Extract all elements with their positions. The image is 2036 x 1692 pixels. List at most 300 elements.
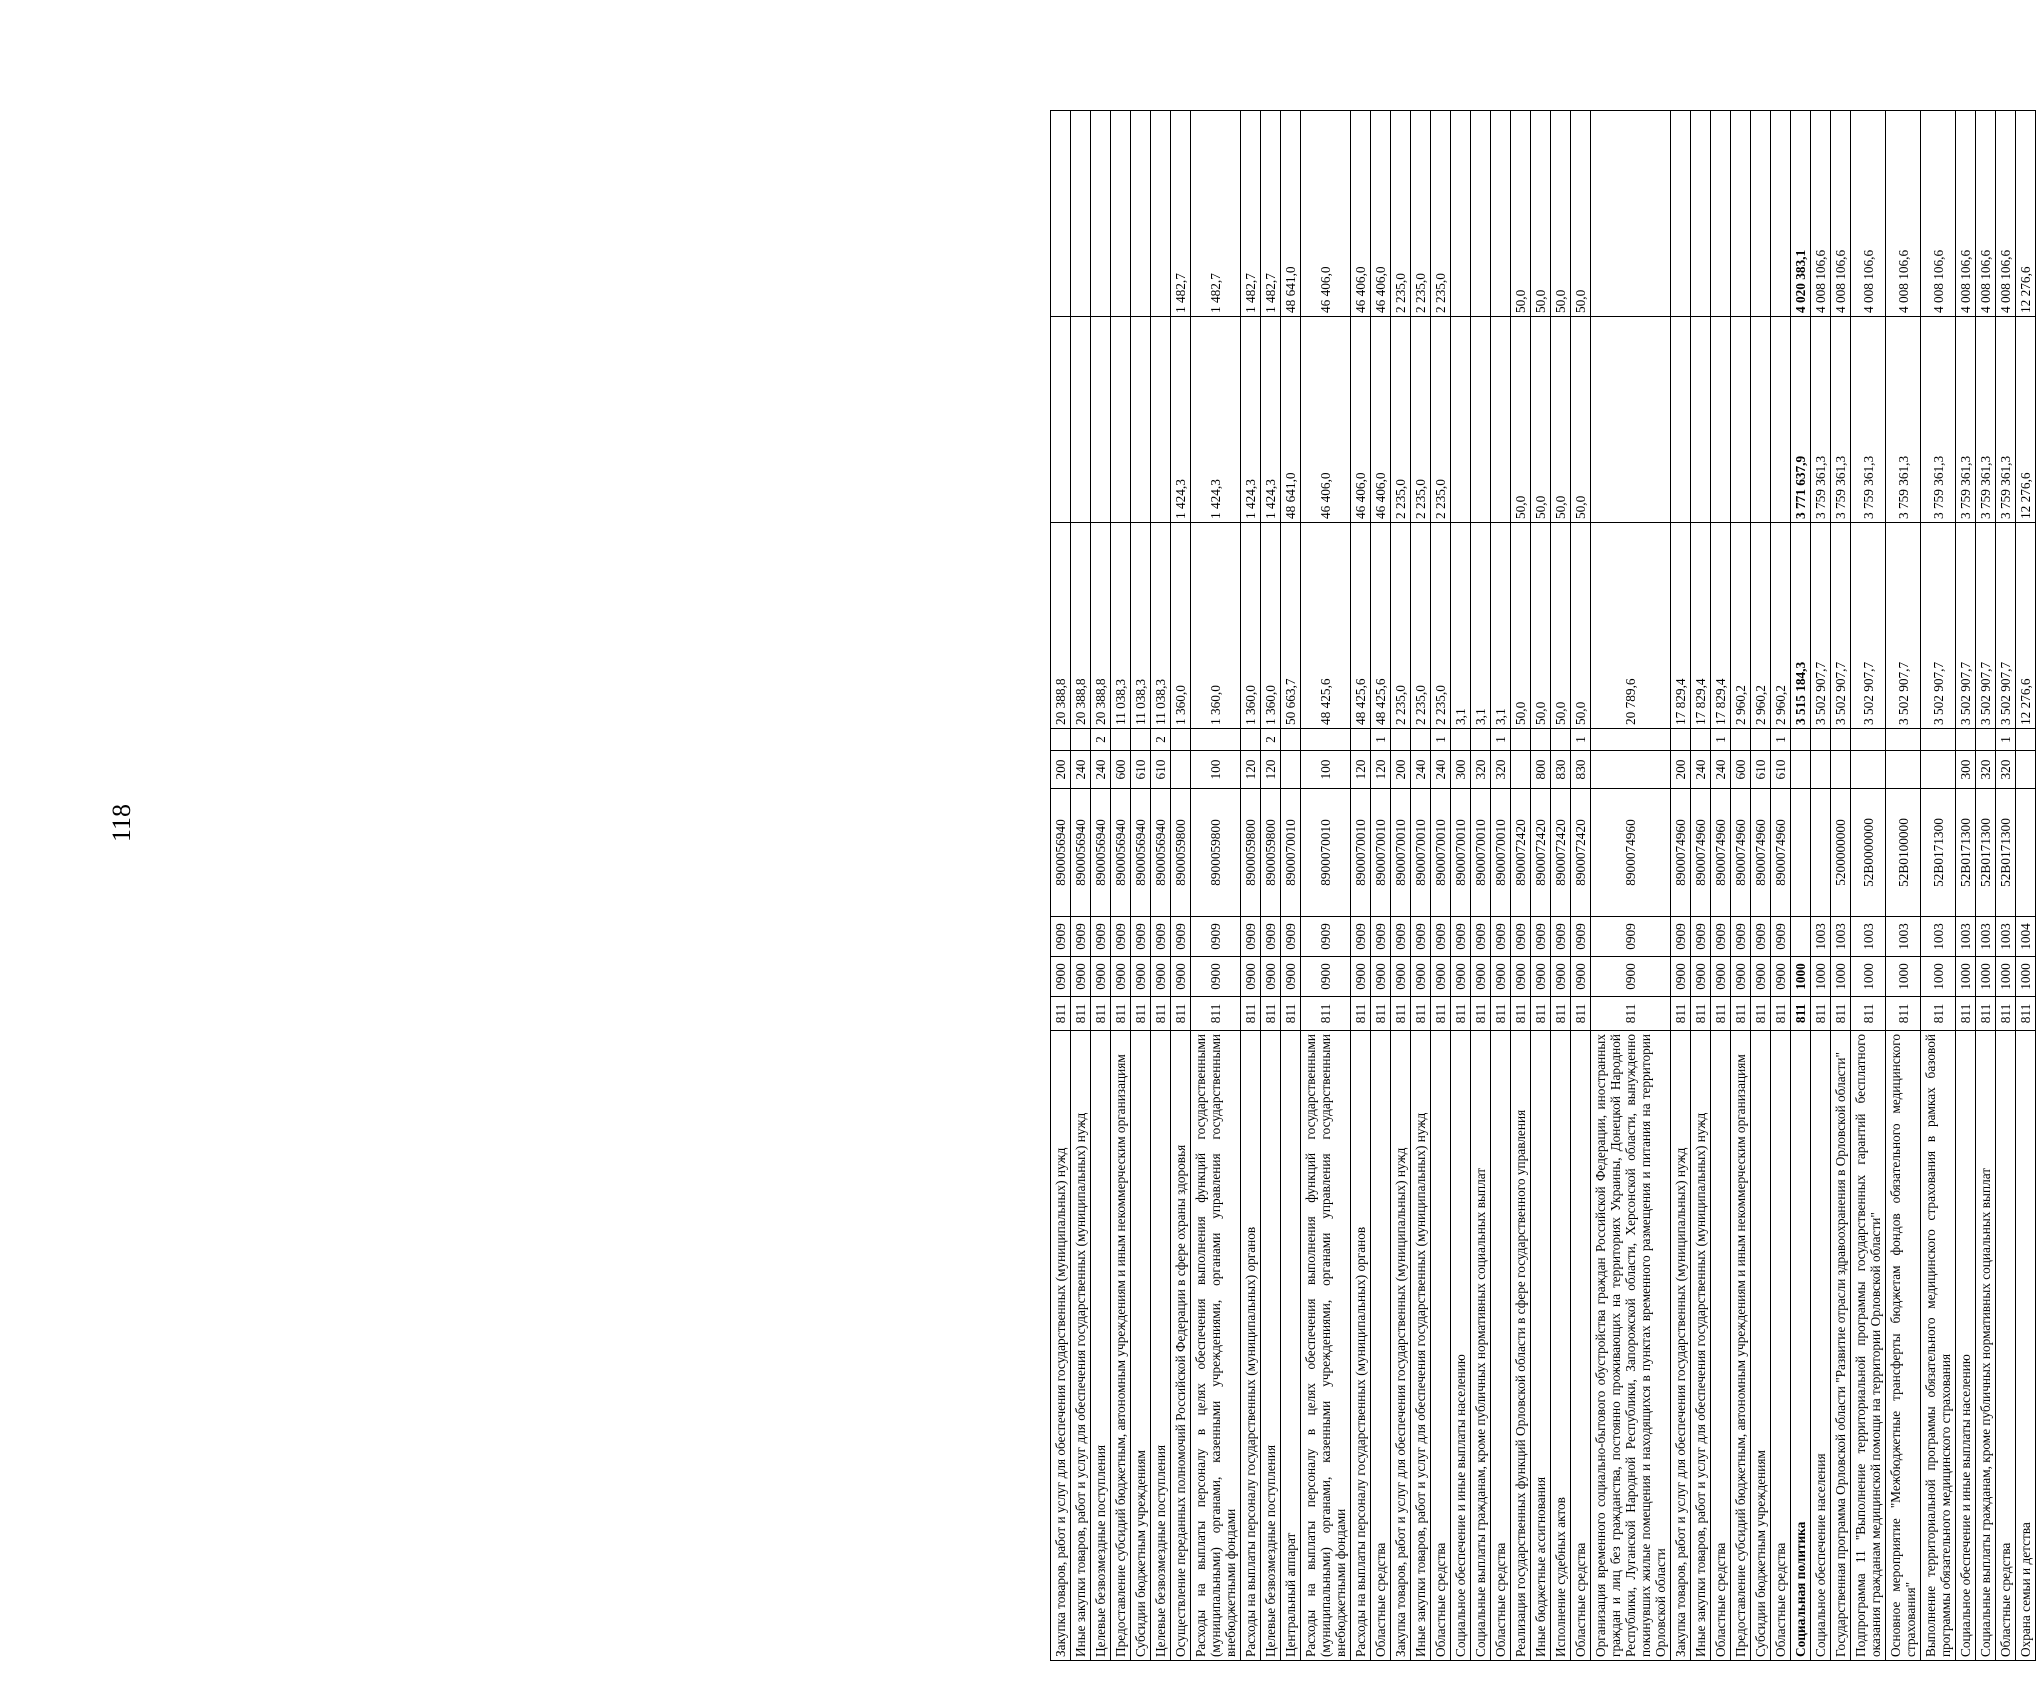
expense-type-cell: 200 <box>1391 751 1411 789</box>
target-article-cell: 52В0171300 <box>1956 789 1976 917</box>
row-name-cell: Выполнение территориальной программы обязательного медицинского страхования в рамках базовой программы обязательного медицинского страхования <box>1921 1031 1956 1661</box>
table-row <box>1921 111 1956 1661</box>
ved-code-cell: 811 <box>1731 997 1751 1031</box>
table-row <box>1551 111 1571 1661</box>
funding-source-cell: 2 <box>1091 729 1111 751</box>
row-name-cell: Областные средства <box>1491 1031 1511 1661</box>
target-article-cell: 52В0171300 <box>1996 789 2016 917</box>
table-row <box>1471 111 1491 1661</box>
table-row <box>1131 111 1151 1661</box>
row-name-cell: Областные средства <box>1431 1031 1451 1661</box>
target-article-cell: 8900070010 <box>1491 789 1511 917</box>
ved-code-cell: 811 <box>1471 997 1491 1031</box>
funding-source-cell <box>1511 729 1531 751</box>
amount-year2-cell: 3 759 361,3 <box>1996 317 2016 523</box>
row-name-cell: Социальное обеспечение и иные выплаты населению <box>1956 1031 1976 1661</box>
expense-type-cell: 240 <box>1711 751 1731 789</box>
funding-source-cell: 1 <box>1711 729 1731 751</box>
amount-year3-cell: 1 482,7 <box>1241 111 1261 317</box>
section-code-cell: 0900 <box>1711 957 1731 997</box>
row-name-cell: Социальное обеспечение и иные выплаты населению <box>1451 1031 1471 1661</box>
subsection-code-cell: 1003 <box>1851 917 1886 957</box>
amount-year2-cell: 1 424,3 <box>1261 317 1281 523</box>
table-row <box>1771 111 1791 1661</box>
target-article-cell <box>1791 789 1811 917</box>
amount-year3-cell <box>1131 111 1151 317</box>
expense-type-cell: 200 <box>1051 751 1071 789</box>
row-name-cell: Целевые безвозмездные поступления <box>1151 1031 1171 1661</box>
table-row <box>1996 111 2016 1661</box>
ved-code-cell: 811 <box>1511 997 1531 1031</box>
table-row <box>1371 111 1391 1661</box>
amount-year1-cell: 17 829,4 <box>1711 523 1731 729</box>
target-article-cell: 8900074960 <box>1731 789 1751 917</box>
amount-year1-cell: 3 502 907,7 <box>1996 523 2016 729</box>
row-name-cell: Охрана семьи и детства <box>2016 1031 2036 1661</box>
subsection-code-cell: 0909 <box>1051 917 1071 957</box>
budget-table <box>1050 110 2036 1661</box>
expense-type-cell: 100 <box>1301 751 1351 789</box>
amount-year1-cell: 11 038,3 <box>1131 523 1151 729</box>
expense-type-cell: 600 <box>1111 751 1131 789</box>
amount-year1-cell: 2 960,2 <box>1771 523 1791 729</box>
section-code-cell: 0900 <box>1281 957 1301 997</box>
amount-year1-cell: 48 425,6 <box>1351 523 1371 729</box>
ved-code-cell: 811 <box>1751 997 1771 1031</box>
amount-year2-cell: 46 406,0 <box>1371 317 1391 523</box>
amount-year3-cell: 2 235,0 <box>1411 111 1431 317</box>
row-name-cell: Иные закупки товаров, работ и услуг для обеспечения государственных (муниципальных) нужд <box>1411 1031 1431 1661</box>
section-code-cell: 0900 <box>1511 957 1531 997</box>
ved-code-cell: 811 <box>1111 997 1131 1031</box>
amount-year1-cell: 2 235,0 <box>1411 523 1431 729</box>
row-name-cell: Социальное обеспечение населения <box>1811 1031 1831 1661</box>
budget-sheet <box>1050 111 2033 1661</box>
subsection-code-cell: 0909 <box>1371 917 1391 957</box>
funding-source-cell: 1 <box>1371 729 1391 751</box>
table-row <box>1411 111 1431 1661</box>
subsection-code-cell <box>1791 917 1811 957</box>
ved-code-cell: 811 <box>1551 997 1571 1031</box>
expense-type-cell <box>2016 751 2036 789</box>
funding-source-cell <box>1131 729 1151 751</box>
subsection-code-cell: 0909 <box>1571 917 1591 957</box>
ved-code-cell: 811 <box>1851 997 1886 1031</box>
funding-source-cell <box>1301 729 1351 751</box>
funding-source-cell <box>1976 729 1996 751</box>
row-name-cell: Осуществление переданных полномочий Российской Федерации в сфере охраны здоровья <box>1171 1031 1191 1661</box>
row-name-cell: Целевые безвозмездные поступления <box>1261 1031 1281 1661</box>
expense-type-cell <box>1511 751 1531 789</box>
row-name-cell: Расходы на выплаты персоналу государственных (муниципальных) органов <box>1351 1031 1371 1661</box>
funding-source-cell <box>1411 729 1431 751</box>
expense-type-cell: 610 <box>1751 751 1771 789</box>
budget-table-body <box>1051 111 2036 1661</box>
expense-type-cell: 240 <box>1071 751 1091 789</box>
amount-year1-cell: 1 360,0 <box>1171 523 1191 729</box>
funding-source-cell: 1 <box>1771 729 1791 751</box>
expense-type-cell: 830 <box>1551 751 1571 789</box>
amount-year1-cell: 3 502 907,7 <box>1921 523 1956 729</box>
amount-year2-cell <box>1591 317 1671 523</box>
table-row <box>1301 111 1351 1661</box>
expense-type-cell: 610 <box>1771 751 1791 789</box>
amount-year3-cell <box>1691 111 1711 317</box>
subsection-code-cell: 0909 <box>1591 917 1671 957</box>
target-article-cell: 8900072420 <box>1531 789 1551 917</box>
amount-year1-cell: 3,1 <box>1471 523 1491 729</box>
expense-type-cell: 120 <box>1351 751 1371 789</box>
subsection-code-cell: 0909 <box>1491 917 1511 957</box>
section-code-cell: 0900 <box>1731 957 1751 997</box>
target-article-cell: 8900056940 <box>1091 789 1111 917</box>
funding-source-cell <box>1241 729 1261 751</box>
amount-year3-cell <box>1451 111 1471 317</box>
subsection-code-cell: 1003 <box>1886 917 1921 957</box>
funding-source-cell <box>2016 729 2036 751</box>
amount-year2-cell <box>1111 317 1131 523</box>
table-row <box>1571 111 1591 1661</box>
amount-year2-cell: 50,0 <box>1571 317 1591 523</box>
section-code-cell: 0900 <box>1151 957 1171 997</box>
subsection-code-cell: 0909 <box>1451 917 1471 957</box>
target-article-cell: 8900056940 <box>1071 789 1091 917</box>
target-article-cell: 8900072420 <box>1571 789 1591 917</box>
subsection-code-cell: 0909 <box>1241 917 1261 957</box>
section-code-cell: 1000 <box>1811 957 1831 997</box>
amount-year3-cell: 4 008 106,6 <box>1921 111 1956 317</box>
funding-source-cell <box>1591 729 1671 751</box>
table-row <box>1151 111 1171 1661</box>
amount-year2-cell: 46 406,0 <box>1351 317 1371 523</box>
amount-year2-cell: 2 235,0 <box>1431 317 1451 523</box>
table-row <box>2016 111 2036 1661</box>
amount-year1-cell: 1 360,0 <box>1191 523 1241 729</box>
row-name-cell: Областные средства <box>1711 1031 1731 1661</box>
table-row <box>1711 111 1731 1661</box>
amount-year2-cell <box>1751 317 1771 523</box>
amount-year1-cell: 20 388,8 <box>1091 523 1111 729</box>
row-name-cell: Расходы на выплаты персоналу в целях обеспечения выполнения функций государственными (муниципальными) органами, казенными учреждениями, органами управления государственными внебюджетными фондами <box>1301 1031 1351 1661</box>
section-code-cell: 0900 <box>1451 957 1471 997</box>
funding-source-cell: 2 <box>1261 729 1281 751</box>
section-code-cell: 0900 <box>1391 957 1411 997</box>
amount-year2-cell <box>1771 317 1791 523</box>
section-code-cell: 0900 <box>1071 957 1091 997</box>
expense-type-cell: 320 <box>1491 751 1511 789</box>
expense-type-cell: 830 <box>1571 751 1591 789</box>
subsection-code-cell: 0909 <box>1391 917 1411 957</box>
target-article-cell: 8900070010 <box>1451 789 1471 917</box>
amount-year3-cell: 4 008 106,6 <box>1851 111 1886 317</box>
subsection-code-cell: 0909 <box>1751 917 1771 957</box>
amount-year3-cell <box>1151 111 1171 317</box>
ved-code-cell: 811 <box>1711 997 1731 1031</box>
table-row <box>1071 111 1091 1661</box>
row-name-cell: Предоставление субсидий бюджетным, автономным учреждениям и иным некоммерческим организациям <box>1731 1031 1751 1661</box>
section-code-cell: 0900 <box>1371 957 1391 997</box>
amount-year1-cell: 17 829,4 <box>1691 523 1711 729</box>
amount-year3-cell <box>1471 111 1491 317</box>
amount-year2-cell <box>1491 317 1511 523</box>
amount-year3-cell: 50,0 <box>1571 111 1591 317</box>
section-code-cell: 0900 <box>1111 957 1131 997</box>
ved-code-cell: 811 <box>1391 997 1411 1031</box>
ved-code-cell: 811 <box>1261 997 1281 1031</box>
amount-year1-cell: 3 515 184,3 <box>1791 523 1811 729</box>
amount-year3-cell: 50,0 <box>1531 111 1551 317</box>
subsection-code-cell: 0909 <box>1551 917 1571 957</box>
amount-year2-cell: 1 424,3 <box>1241 317 1261 523</box>
amount-year3-cell <box>1091 111 1111 317</box>
amount-year1-cell: 50,0 <box>1551 523 1571 729</box>
row-name-cell: Центральный аппарат <box>1281 1031 1301 1661</box>
subsection-code-cell: 0909 <box>1091 917 1111 957</box>
table-row <box>1171 111 1191 1661</box>
subsection-code-cell: 0909 <box>1691 917 1711 957</box>
funding-source-cell: 1 <box>1571 729 1591 751</box>
table-row <box>1191 111 1241 1661</box>
row-name-cell: Субсидии бюджетным учреждениям <box>1131 1031 1151 1661</box>
target-article-cell: 8900072420 <box>1551 789 1571 917</box>
ved-code-cell: 811 <box>1921 997 1956 1031</box>
amount-year1-cell: 3 502 907,7 <box>1831 523 1851 729</box>
amount-year3-cell <box>1671 111 1691 317</box>
amount-year1-cell: 3 502 907,7 <box>1886 523 1921 729</box>
ved-code-cell: 811 <box>1451 997 1471 1031</box>
row-name-cell: Областные средства <box>1371 1031 1391 1661</box>
ved-code-cell: 811 <box>1351 997 1371 1031</box>
section-code-cell: 0900 <box>1051 957 1071 997</box>
amount-year2-cell <box>1091 317 1111 523</box>
table-row <box>1281 111 1301 1661</box>
subsection-code-cell: 0909 <box>1131 917 1151 957</box>
amount-year3-cell <box>1071 111 1091 317</box>
table-row <box>1851 111 1886 1661</box>
amount-year3-cell: 48 641,0 <box>1281 111 1301 317</box>
amount-year2-cell <box>1711 317 1731 523</box>
ved-code-cell: 811 <box>1591 997 1671 1031</box>
target-article-cell: 8900056940 <box>1131 789 1151 917</box>
row-name-cell: Государственная программа Орловской области "Развитие отрасли здравоохранения в Орловской области" <box>1831 1031 1851 1661</box>
ved-code-cell: 811 <box>1956 997 1976 1031</box>
amount-year3-cell <box>1591 111 1671 317</box>
expense-type-cell: 300 <box>1956 751 1976 789</box>
amount-year1-cell: 11 038,3 <box>1151 523 1171 729</box>
amount-year1-cell: 20 388,8 <box>1071 523 1091 729</box>
expense-type-cell: 610 <box>1131 751 1151 789</box>
amount-year2-cell <box>1131 317 1151 523</box>
section-code-cell: 0900 <box>1241 957 1261 997</box>
section-code-cell: 0900 <box>1551 957 1571 997</box>
row-name-cell: Социальные выплаты гражданам, кроме публичных нормативных социальных выплат <box>1976 1031 1996 1661</box>
expense-type-cell: 800 <box>1531 751 1551 789</box>
row-name-cell: Организация временного социально-бытового обустройства граждан Российской Федерации, иностранных граждан и лиц без гражданства, постоянно проживающих на территориях Украины, Донецкой Народной Республики, Луганской Народной Республики, Запорожской области, Херсонской области, вынужденно покинувших жилые помещения и находящихся в пунктах временного размещения и питания на территории Орловской области <box>1591 1031 1671 1661</box>
funding-source-cell <box>1351 729 1371 751</box>
section-code-cell: 0900 <box>1471 957 1491 997</box>
expense-type-cell: 320 <box>1996 751 2016 789</box>
ved-code-cell: 811 <box>1671 997 1691 1031</box>
amount-year2-cell: 1 424,3 <box>1191 317 1241 523</box>
funding-source-cell <box>1811 729 1831 751</box>
section-code-cell: 0900 <box>1591 957 1671 997</box>
target-article-cell: 8900072420 <box>1511 789 1531 917</box>
section-code-cell: 0900 <box>1191 957 1241 997</box>
target-article-cell: 8900070010 <box>1431 789 1451 917</box>
ved-code-cell: 811 <box>1191 997 1241 1031</box>
funding-source-cell <box>1791 729 1811 751</box>
funding-source-cell: 1 <box>1491 729 1511 751</box>
amount-year3-cell: 46 406,0 <box>1301 111 1351 317</box>
subsection-code-cell: 0909 <box>1301 917 1351 957</box>
expense-type-cell <box>1831 751 1851 789</box>
expense-type-cell <box>1791 751 1811 789</box>
expense-type-cell: 610 <box>1151 751 1171 789</box>
target-article-cell: 8900070010 <box>1391 789 1411 917</box>
amount-year3-cell: 46 406,0 <box>1371 111 1391 317</box>
amount-year2-cell: 50,0 <box>1551 317 1571 523</box>
target-article-cell: 8900074960 <box>1691 789 1711 917</box>
funding-source-cell <box>1471 729 1491 751</box>
row-name-cell: Иные бюджетные ассигнования <box>1531 1031 1551 1661</box>
amount-year1-cell: 12 276,6 <box>2016 523 2036 729</box>
funding-source-cell <box>1451 729 1471 751</box>
expense-type-cell: 240 <box>1091 751 1111 789</box>
amount-year1-cell: 11 038,3 <box>1111 523 1131 729</box>
funding-source-cell: 1 <box>1431 729 1451 751</box>
amount-year2-cell: 48 641,0 <box>1281 317 1301 523</box>
table-row <box>1751 111 1771 1661</box>
section-code-cell: 0900 <box>1531 957 1551 997</box>
ved-code-cell: 811 <box>1831 997 1851 1031</box>
row-name-cell: Областные средства <box>1996 1031 2016 1661</box>
section-code-cell: 1000 <box>1886 957 1921 997</box>
amount-year1-cell: 50,0 <box>1511 523 1531 729</box>
subsection-code-cell: 1003 <box>1921 917 1956 957</box>
funding-source-cell <box>1886 729 1921 751</box>
section-code-cell: 1000 <box>1976 957 1996 997</box>
amount-year3-cell: 4 008 106,6 <box>1831 111 1851 317</box>
subsection-code-cell: 0909 <box>1151 917 1171 957</box>
ved-code-cell: 811 <box>1431 997 1451 1031</box>
subsection-code-cell: 1003 <box>1831 917 1851 957</box>
amount-year2-cell: 2 235,0 <box>1391 317 1411 523</box>
amount-year2-cell <box>1671 317 1691 523</box>
amount-year3-cell: 1 482,7 <box>1171 111 1191 317</box>
expense-type-cell: 240 <box>1411 751 1431 789</box>
row-name-cell: Иные закупки товаров, работ и услуг для обеспечения государственных (муниципальных) нужд <box>1691 1031 1711 1661</box>
amount-year3-cell: 12 276,6 <box>2016 111 2036 317</box>
row-name-cell: Областные средства <box>1571 1031 1591 1661</box>
expense-type-cell <box>1171 751 1191 789</box>
subsection-code-cell: 0909 <box>1531 917 1551 957</box>
amount-year1-cell: 3,1 <box>1451 523 1471 729</box>
ved-code-cell: 811 <box>1996 997 2016 1031</box>
target-article-cell: 8900070010 <box>1471 789 1491 917</box>
expense-type-cell: 100 <box>1191 751 1241 789</box>
row-name-cell: Предоставление субсидий бюджетным, автономным учреждениям и иным некоммерческим организациям <box>1111 1031 1131 1661</box>
target-article-cell: 8900074960 <box>1711 789 1731 917</box>
row-name-cell: Закупка товаров, работ и услуг для обеспечения государственных (муниципальных) нужд <box>1391 1031 1411 1661</box>
amount-year1-cell: 3 502 907,7 <box>1956 523 1976 729</box>
amount-year3-cell <box>1751 111 1771 317</box>
ved-code-cell: 811 <box>1531 997 1551 1031</box>
target-article-cell: 8900074960 <box>1671 789 1691 917</box>
amount-year2-cell: 3 759 361,3 <box>1956 317 1976 523</box>
table-row <box>1976 111 1996 1661</box>
ved-code-cell: 811 <box>1151 997 1171 1031</box>
amount-year3-cell: 4 008 106,6 <box>1976 111 1996 317</box>
amount-year3-cell <box>1111 111 1131 317</box>
section-code-cell: 0900 <box>1671 957 1691 997</box>
funding-source-cell <box>1731 729 1751 751</box>
section-code-cell: 0900 <box>1771 957 1791 997</box>
row-name-cell: Иные закупки товаров, работ и услуг для обеспечения государственных (муниципальных) нужд <box>1071 1031 1091 1661</box>
amount-year2-cell: 3 771 637,9 <box>1791 317 1811 523</box>
ved-code-cell: 811 <box>1691 997 1711 1031</box>
table-row <box>1671 111 1691 1661</box>
amount-year2-cell: 3 759 361,3 <box>1851 317 1886 523</box>
subsection-code-cell: 0909 <box>1281 917 1301 957</box>
funding-source-cell: 1 <box>1996 729 2016 751</box>
amount-year3-cell <box>1731 111 1751 317</box>
page-number: 118 <box>107 803 136 843</box>
amount-year2-cell: 50,0 <box>1531 317 1551 523</box>
funding-source-cell <box>1171 729 1191 751</box>
table-row <box>1791 111 1811 1661</box>
expense-type-cell: 240 <box>1431 751 1451 789</box>
target-article-cell: 52В0171300 <box>1976 789 1996 917</box>
row-name-cell: Реализация государственных функций Орловской области в сфере государственного управления <box>1511 1031 1531 1661</box>
amount-year3-cell: 2 235,0 <box>1391 111 1411 317</box>
funding-source-cell <box>1691 729 1711 751</box>
funding-source-cell <box>1956 729 1976 751</box>
amount-year2-cell: 12 276,6 <box>2016 317 2036 523</box>
amount-year2-cell: 46 406,0 <box>1301 317 1351 523</box>
amount-year1-cell: 50,0 <box>1571 523 1591 729</box>
row-name-cell: Социальная политика <box>1791 1031 1811 1661</box>
table-row <box>1731 111 1751 1661</box>
table-row <box>1491 111 1511 1661</box>
amount-year1-cell: 2 235,0 <box>1431 523 1451 729</box>
target-article-cell: 52В0171300 <box>1921 789 1956 917</box>
ved-code-cell: 811 <box>1491 997 1511 1031</box>
amount-year2-cell <box>1051 317 1071 523</box>
target-article-cell: 8900074960 <box>1771 789 1791 917</box>
funding-source-cell <box>1391 729 1411 751</box>
table-row <box>1351 111 1371 1661</box>
subsection-code-cell: 0909 <box>1111 917 1131 957</box>
ved-code-cell: 811 <box>1281 997 1301 1031</box>
amount-year3-cell: 4 008 106,6 <box>1811 111 1831 317</box>
ved-code-cell: 811 <box>1051 997 1071 1031</box>
amount-year2-cell <box>1151 317 1171 523</box>
subsection-code-cell: 0909 <box>1671 917 1691 957</box>
subsection-code-cell: 1003 <box>1956 917 1976 957</box>
amount-year2-cell: 3 759 361,3 <box>1921 317 1956 523</box>
section-code-cell: 0900 <box>1171 957 1191 997</box>
table-row <box>1241 111 1261 1661</box>
row-name-cell: Закупка товаров, работ и услуг для обеспечения государственных (муниципальных) нужд <box>1671 1031 1691 1661</box>
amount-year2-cell: 1 424,3 <box>1171 317 1191 523</box>
section-code-cell: 1000 <box>1956 957 1976 997</box>
amount-year1-cell: 50 663,7 <box>1281 523 1301 729</box>
row-name-cell: Исполнение судебных актов <box>1551 1031 1571 1661</box>
subsection-code-cell: 1003 <box>1976 917 1996 957</box>
row-name-cell: Областные средства <box>1771 1031 1791 1661</box>
subsection-code-cell: 0909 <box>1351 917 1371 957</box>
funding-source-cell: 2 <box>1151 729 1171 751</box>
